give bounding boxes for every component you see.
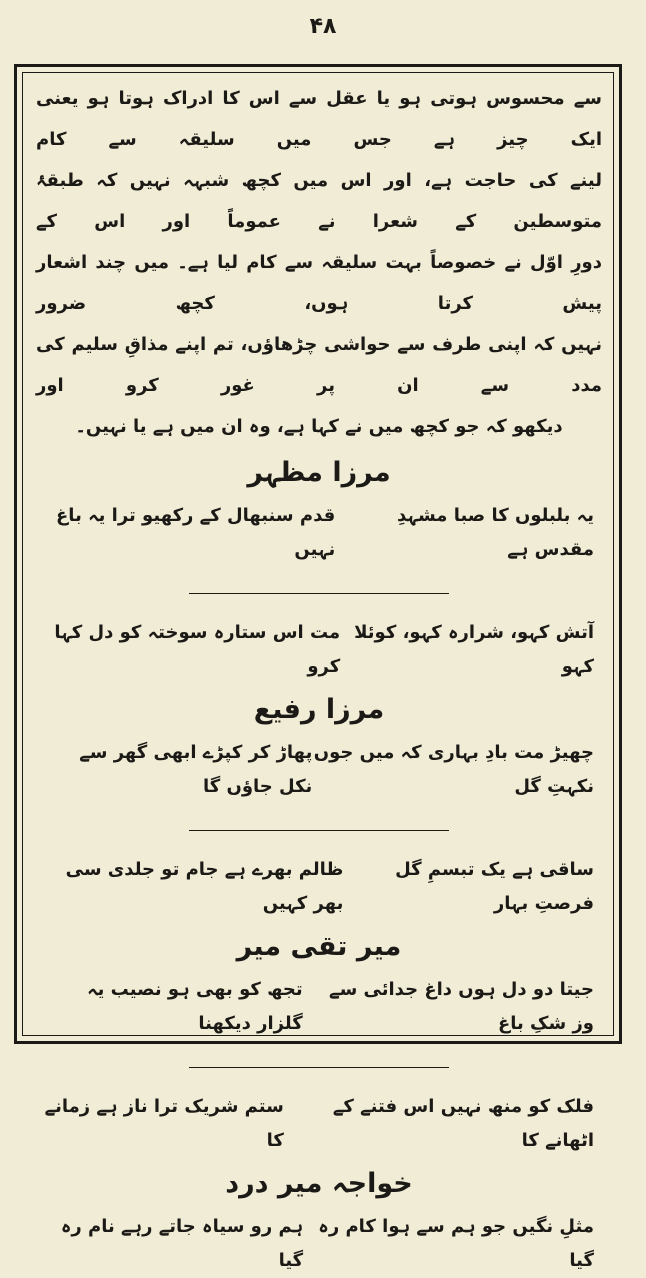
poet-heading-mirza-mazhar: مرزا مظہر xyxy=(247,457,391,488)
section-divider xyxy=(189,593,449,594)
section-divider xyxy=(189,830,449,831)
verse-first-line: چھیڑ مت بادِ بہاری کہ میں جوں نکہتِ گل xyxy=(313,742,594,797)
verse-second-line: ستم شریک ترا ناز ہے زمانے کا xyxy=(44,1096,284,1151)
couplet xyxy=(36,736,602,804)
verse-first-line: آتش کہو، شرارہ کہو، کوئلا کہو xyxy=(354,622,594,677)
couplet xyxy=(36,1210,602,1278)
verse-first-line: جیتا دو دل ہوں داغ جدائی سے وز شکِ باغ xyxy=(329,979,594,1034)
verse-second-line: ظالم بھرے ہے جام تو جلدی سی بھر کہیں xyxy=(65,859,344,914)
poet-heading-khwaja-mir-dard: خواجہ میر درد xyxy=(225,1168,413,1199)
page-content xyxy=(36,78,602,1271)
verse-first-line: مثلِ نگیں جو ہم سے ہوا کام رہ گیا xyxy=(318,1216,594,1271)
poet-heading-mir-taqi-mir: میر تقی میر xyxy=(236,931,402,962)
couplet xyxy=(36,616,602,684)
intro-line: لینے کی حاجت ہے، اور اس میں کچھ شبہہ نہیں کہ طبقۂ متوسطین کے شعرا نے عموماً اور اس کے xyxy=(36,170,602,232)
intro-line: دیکھو کہ جو کچھ میں نے کہا ہے، وہ ان میں ہے یا نہیں۔ xyxy=(75,416,563,437)
page-number: ۴۸ xyxy=(309,14,337,39)
verse-second-line: تجھ کو بھی ہو نصیب یہ گلزار دیکھنا xyxy=(87,979,303,1034)
intro-line: دورِ اوّل نے خصوصاً بہت سلیقہ سے کام لیا ہے۔ میں چند اشعار پیش کرتا ہوں، کچھ ضرور xyxy=(36,252,602,314)
couplet xyxy=(36,853,602,921)
couplet xyxy=(36,973,602,1041)
section-divider xyxy=(189,1067,449,1068)
intro-line: سے محسوس ہوتی ہو یا عقل سے اس کا ادراک ہوتا ہو یعنی ایک چیز ہے جس میں سلیقہ سے کام xyxy=(36,88,602,150)
verse-second-line: قدم سنبھال کے رکھیو ترا یہ باغ نہیں xyxy=(56,505,336,560)
couplet xyxy=(36,1090,602,1158)
couplet xyxy=(36,499,602,567)
verse-first-line: یہ بلبلوں کا صبا مشہدِ مقدس ہے xyxy=(397,505,594,560)
intro-paragraph xyxy=(36,78,602,447)
verse-second-line: مت اس ستارہ سوختہ کو دل کہا کرو xyxy=(54,622,341,677)
verse-second-line: پھاڑ کر کپڑے ابھی گھر سے نکل جاؤں گا xyxy=(79,742,313,797)
verse-first-line: ساقی ہے یک تبسمِ گل فرصتِ بہار xyxy=(395,859,594,914)
intro-line: نہیں کہ اپنی طرف سے حواشی چڑھاؤں، تم اپنے مذاقِ سلیم کی مدد سے ان پر غور کرو اور xyxy=(36,334,602,396)
verse-first-line: فلک کو منھ نہیں اس فتنے کے اٹھانے کا xyxy=(332,1096,594,1151)
poet-heading-mirza-rafi: مرزا رفیع xyxy=(253,694,385,725)
verse-second-line: ہم رو سیاہ جاتے رہے نام رہ گیا xyxy=(60,1216,304,1271)
